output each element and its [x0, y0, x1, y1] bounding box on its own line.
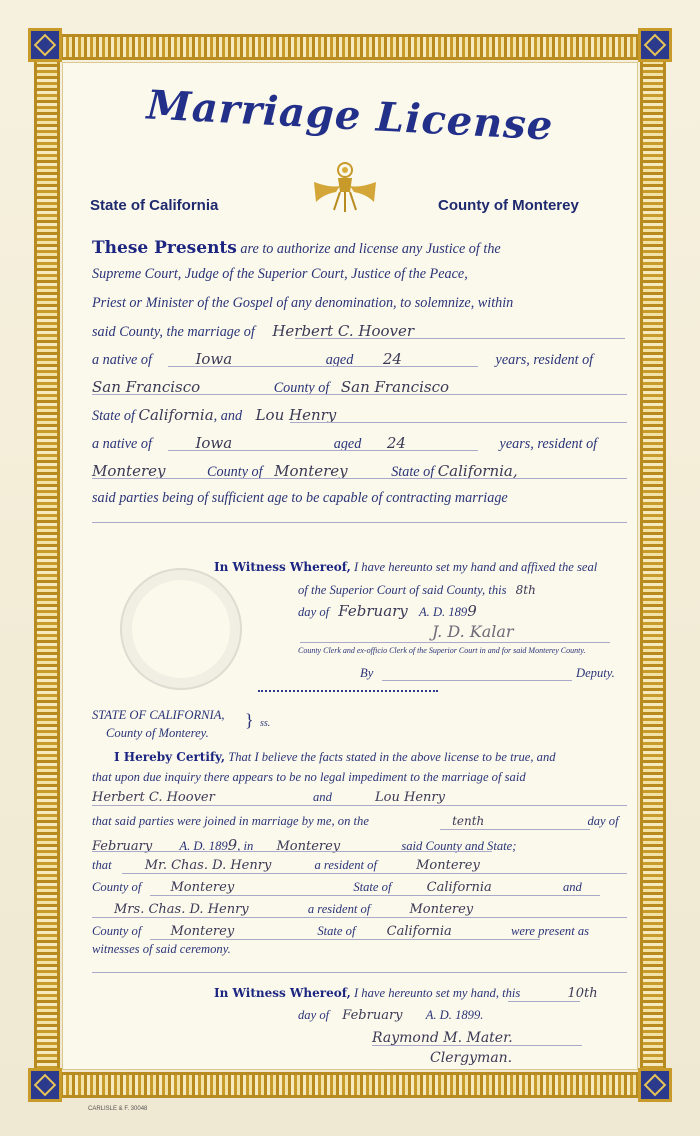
fill-line	[92, 972, 627, 973]
groom-name: Herbert C. Hoover	[272, 322, 415, 340]
top-border	[30, 34, 670, 60]
court-seal	[120, 568, 242, 690]
fill-line	[92, 805, 627, 806]
label: years, resident of	[499, 436, 598, 452]
clerk-signature: J. D. Kalar	[432, 622, 514, 641]
deputy-label: Deputy.	[576, 666, 615, 680]
fill-line	[300, 642, 610, 643]
clergyman-title: Clergyman.	[430, 1050, 513, 1066]
cert-witnesses-line: witnesses of said ceremony.	[92, 942, 231, 956]
license-text: said County, the marriage of	[92, 324, 255, 340]
fill-line	[92, 851, 492, 852]
label: that	[92, 858, 112, 872]
cert-line-1	[114, 750, 556, 765]
corner-ornament	[638, 28, 672, 62]
cert-w2-county: Monterey	[170, 924, 235, 939]
groom-age: 24	[382, 350, 402, 368]
label: a resident of	[307, 902, 371, 916]
groom-state: California	[138, 406, 214, 424]
left-border	[34, 34, 60, 1098]
witness-text: I have hereunto set my hand, this	[353, 986, 521, 1000]
license-lead: These Presents	[92, 238, 237, 258]
label: aged	[333, 436, 362, 452]
fill-line	[150, 895, 600, 896]
corner-ornament	[638, 1068, 672, 1102]
label: a native of	[92, 436, 152, 452]
cert-w1-county-line	[92, 880, 582, 895]
witness-text: I have hereunto set my hand and affixed the seal	[353, 560, 598, 574]
bride-city: Monterey	[92, 462, 166, 480]
bride-name: Lou Henry	[255, 406, 337, 424]
witness1-day: 8th	[515, 583, 536, 597]
label: and	[562, 880, 582, 894]
cert-w1-county: Monterey	[170, 880, 235, 895]
printer-mark: CARLISLE & F. 30048	[88, 1106, 148, 1112]
cert-text: That I believe the facts stated in the above license to be true, and	[228, 750, 556, 764]
witness1-line-3	[298, 602, 477, 620]
cert-state-line: STATE OF CALIFORNIA,	[92, 708, 225, 722]
witness-text: of the Superior Court of said County, this	[298, 583, 507, 597]
cert-place: Monterey	[276, 839, 341, 854]
label: day of	[298, 605, 330, 619]
fill-line	[290, 422, 627, 423]
fill-line	[92, 522, 627, 523]
groom-city: San Francisco	[92, 378, 201, 396]
label: , in	[237, 839, 254, 853]
witness2-line-1	[214, 986, 598, 1001]
bride-county: Monterey	[274, 462, 348, 480]
label: day of	[587, 814, 619, 828]
ss-label: ss.	[260, 718, 271, 729]
cert-w2-state: California	[386, 924, 452, 939]
witness1-line-2	[298, 583, 536, 598]
clerk-caption: County Clerk and ex-officio Clerk of the Superior Court in and for said Monterey County.	[298, 646, 586, 655]
cert-w1-state: California	[426, 880, 492, 895]
label: County of	[207, 464, 263, 480]
witness2-month: February	[342, 1008, 403, 1023]
witness-lead: In Witness Whereof,	[214, 560, 351, 574]
fill-line	[168, 450, 478, 451]
document-title: Marriage License	[145, 81, 555, 150]
fill-line	[440, 829, 590, 830]
cert-w1-line	[92, 858, 480, 873]
license-line-1	[92, 238, 501, 258]
label: County of	[92, 924, 142, 938]
label: State of	[353, 880, 392, 894]
cert-day-word: tenth	[452, 814, 485, 828]
corner-ornament	[28, 28, 62, 62]
cert-w1-city: Monterey	[416, 858, 480, 873]
fill-line	[92, 478, 627, 479]
fill-line	[150, 939, 540, 940]
fill-line	[92, 394, 627, 395]
cert-w2-city: Monterey	[409, 902, 474, 917]
corner-ornament	[28, 1068, 62, 1102]
fill-line	[372, 1045, 582, 1046]
license-line-2: Supreme Court, Judge of the Superior Court, Justice of the Peace,	[92, 266, 468, 282]
bride-age: 24	[386, 434, 406, 452]
fill-line	[508, 1001, 580, 1002]
fill-line	[122, 873, 627, 874]
cert-year: 9	[227, 836, 238, 854]
label: years, resident of	[495, 352, 594, 368]
witness2-day: 10th	[567, 986, 598, 1001]
label: day of	[298, 1008, 330, 1022]
clergyman-signature: Raymond M. Mater.	[372, 1030, 513, 1046]
label: and	[220, 408, 243, 424]
license-closing: said parties being of sufficient age to be capable of contracting marriage	[92, 490, 508, 506]
cert-text: that said parties were joined in marriage by me, on the	[92, 814, 369, 828]
divider-ornament	[258, 690, 438, 692]
label: said County and State;	[401, 839, 517, 853]
cert-w2-line	[114, 902, 473, 917]
groom-native: Iowa	[195, 350, 233, 368]
label: a resident of	[314, 858, 377, 872]
cert-line-2: that upon due inquiry there appears to be no legal impediment to the marriage of said	[92, 770, 526, 784]
license-text: are to authorize and license any Justice of the	[240, 241, 501, 257]
cert-witness-2: Mrs. Chas. D. Henry	[114, 902, 249, 917]
cert-groom: Herbert C. Hoover	[92, 790, 215, 805]
cert-names-line	[92, 790, 445, 805]
label: a native of	[92, 352, 152, 368]
county-heading: County of Monterey	[438, 197, 579, 214]
right-border	[640, 34, 666, 1098]
label: State of	[391, 464, 435, 480]
cert-bride: Lou Henry	[375, 790, 445, 805]
label: and	[312, 790, 332, 804]
cert-month: February	[92, 839, 153, 854]
label: A. D. 189	[418, 605, 468, 619]
witness1-year: 9	[467, 602, 477, 620]
wedding-emblem-icon	[310, 158, 380, 216]
license-line-3: Priest or Minister of the Gospel of any denomination, to solemnize, within	[92, 295, 514, 311]
label: County of	[273, 380, 330, 396]
brace: }	[245, 710, 254, 730]
state-heading: State of California	[90, 197, 219, 214]
cert-line-3	[92, 814, 619, 829]
label: A. D. 189	[179, 839, 228, 853]
witness-lead: In Witness Whereof,	[214, 986, 351, 1000]
groom-state-line: State of California, and Lou Henry	[92, 406, 337, 424]
label: A. D. 1899.	[425, 1008, 484, 1022]
bride-native: Iowa	[195, 434, 233, 452]
witness2-line-2	[298, 1008, 483, 1023]
fill-line	[295, 338, 625, 339]
cert-witness-1: Mr. Chas. D. Henry	[144, 858, 272, 873]
bottom-border	[30, 1072, 670, 1098]
label: County of	[92, 880, 142, 894]
label: were present as	[510, 924, 590, 938]
label: aged	[325, 352, 354, 368]
cert-county-line: County of Monterey.	[106, 726, 209, 740]
certify-lead: I Hereby Certify,	[114, 750, 226, 764]
witness1-month: February	[338, 602, 408, 620]
label: State of	[92, 408, 135, 424]
fill-line	[168, 366, 478, 367]
fill-line	[382, 680, 572, 681]
by-label: By	[360, 666, 374, 680]
groom-county: San Francisco	[340, 378, 450, 396]
bride-state: California,	[437, 462, 518, 480]
fill-line	[92, 917, 627, 918]
cert-w2-county-line	[92, 924, 589, 939]
label: State of	[317, 924, 356, 938]
witness1-line-1	[214, 560, 597, 575]
